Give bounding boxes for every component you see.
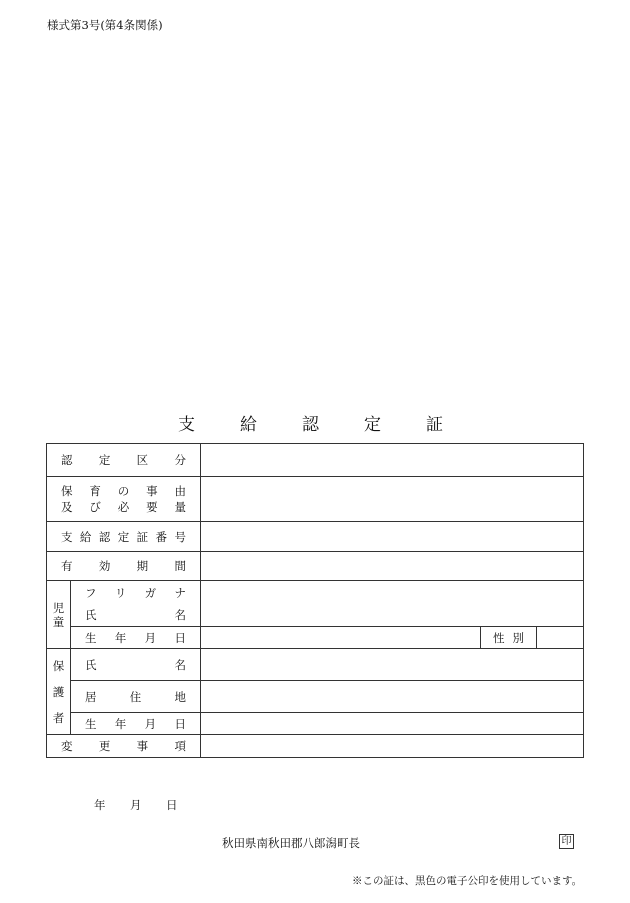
label-cert-number: 支 給 認 定 証 番 号 — [47, 522, 201, 552]
row-validity — [47, 552, 584, 581]
value-child-birth[interactable] — [201, 627, 481, 649]
footnote: ※この証は、黒色の電子公印を使用しています。 — [352, 875, 583, 887]
title-char: 認 — [302, 415, 319, 435]
row-guardian-address — [47, 681, 584, 713]
row-guardian-birth — [47, 713, 584, 735]
value-child-name[interactable] — [201, 581, 584, 627]
seal-mark: 印 — [559, 834, 574, 849]
row-nintei-kubun — [47, 444, 584, 477]
title-char: 給 — [240, 415, 257, 435]
row-child-birth — [47, 627, 584, 649]
value-validity[interactable] — [201, 552, 584, 581]
title-char: 証 — [426, 415, 443, 435]
row-changes — [47, 735, 584, 758]
row-child-furigana-name — [47, 581, 584, 627]
date-year-label: 年 — [94, 798, 106, 812]
issuer-name: 秋田県南秋田郡八郎潟町長 — [222, 836, 360, 850]
title-char: 支 — [178, 415, 195, 435]
value-nintei-kubun[interactable] — [201, 444, 584, 477]
value-child-sex[interactable] — [537, 627, 584, 649]
row-reason — [47, 477, 584, 522]
title-char: 定 — [364, 415, 381, 435]
date-day-label: 日 — [166, 798, 178, 812]
value-guardian-name[interactable] — [201, 649, 584, 681]
form-number: 様式第3号(第4条関係) — [47, 18, 163, 32]
value-guardian-address[interactable] — [201, 681, 584, 713]
label-guardian-group: 保 護 者 — [47, 649, 71, 735]
label-child-furigana-name: フ リ ガ ナ 氏 名 — [71, 581, 201, 627]
row-cert-number — [47, 522, 584, 552]
value-changes[interactable] — [201, 735, 584, 758]
value-guardian-birth[interactable] — [201, 713, 584, 735]
label-guardian-name: 氏 名 — [71, 649, 201, 681]
label-child-birth: 生 年 月 日 — [71, 627, 201, 649]
date-month-label: 月 — [130, 798, 142, 812]
row-guardian-name — [47, 649, 584, 681]
document-title — [0, 413, 630, 437]
label-child-group: 児 童 — [47, 581, 71, 649]
value-reason[interactable] — [201, 477, 584, 522]
label-child-sex: 性 別 — [481, 627, 537, 649]
value-cert-number[interactable] — [201, 522, 584, 552]
label-validity: 有 効 期 間 — [47, 552, 201, 581]
label-reason: 保 育 の 事 由 及 び 必 要 量 — [47, 477, 201, 522]
certificate-table — [46, 443, 584, 758]
label-nintei-kubun: 認 定 区 分 — [47, 444, 201, 477]
label-changes: 変 更 事 項 — [47, 735, 201, 758]
label-guardian-address: 居 住 地 — [71, 681, 201, 713]
label-guardian-birth: 生 年 月 日 — [71, 713, 201, 735]
